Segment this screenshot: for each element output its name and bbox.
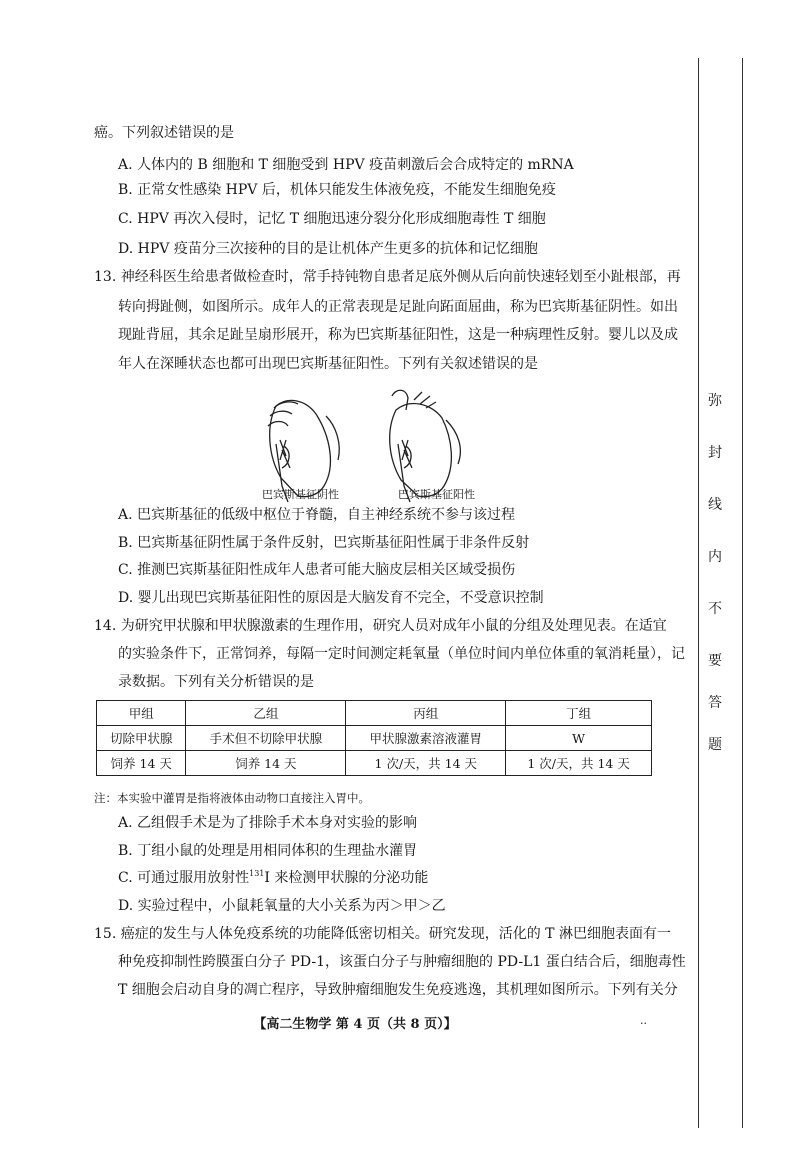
- table-cell: W: [506, 726, 652, 751]
- q13-line-1: 13. 神经科医生给患者做检查时，常手持钝物自患者足底外侧从后向前快速轻划至小趾根部，再: [94, 269, 681, 285]
- table-cell: 1 次/天，共 14 天: [346, 751, 506, 776]
- table-cell: 乙组: [186, 701, 346, 726]
- q13-option-a: A. 巴宾斯基征的低级中枢位于脊髓，自主神经系统不参与该过程: [118, 507, 516, 523]
- caption-positive: 巴宾斯基征阳性: [398, 488, 475, 501]
- q14-option-a: A. 乙组假手术是为了排除手术本身对实验的影响: [118, 815, 418, 831]
- seal-char: 答: [708, 695, 722, 711]
- q13-line-4: 年人在深睡状态也都可出现巴宾斯基征阳性。下列有关叙述错误的是: [118, 356, 538, 372]
- seal-char: 内: [708, 549, 722, 565]
- q12-option-a: A. 人体内的 B 细胞和 T 细胞受到 HPV 疫苗刺激后会合成特定的 mRNA: [118, 157, 574, 173]
- binding-line-right: [742, 58, 743, 1128]
- table-cell: 丁组: [506, 701, 652, 726]
- seal-char: 不: [708, 601, 722, 617]
- page-footer: 【高二生物学 第 4 页（共 8 页）】: [253, 1017, 457, 1032]
- table-row: [97, 726, 652, 751]
- q14-option-d: D. 实验过程中，小鼠耗氧量的大小关系为丙＞甲＞乙: [118, 898, 446, 914]
- q13-line-3: 现趾背屈，其余足趾呈扇形展开，称为巴宾斯基征阳性，这是一种病理性反射。婴儿以及成: [118, 327, 678, 343]
- footer-dots: ..: [640, 1014, 647, 1027]
- q12-option-c: C. HPV 再次入侵时，记忆 T 细胞迅速分裂分化形成细胞毒性 T 细胞: [118, 211, 546, 227]
- grouping-table: [96, 700, 652, 776]
- table-row: [97, 751, 652, 776]
- q15-line-3: T 细胞会启动自身的凋亡程序，导致肿瘤细胞发生免疫逃逸，其机理如图所示。下列有关分: [118, 982, 678, 998]
- binding-line-left: [698, 58, 699, 1128]
- q12-option-d: D. HPV 疫苗分三次接种的目的是让机体产生更多的抗体和记忆细胞: [118, 241, 538, 257]
- table-cell: 甲组: [97, 701, 186, 726]
- q14-option-c-pre: C. 可通过服用放射性: [118, 870, 250, 886]
- q15-line-1: 15. 癌症的发生与人体免疫系统的功能降低密切相关。研究发现，活化的 T 淋巴细胞表面有一: [94, 926, 671, 942]
- table-cell: 切除甲状腺: [97, 726, 186, 751]
- q14-option-b: B. 丁组小鼠的处理是用相同体积的生理盐水灌胃: [118, 843, 418, 859]
- q14-line-2: 的实验条件下，正常饲养，每隔一定时间测定耗氧量（单位时间内单位体重的氧消耗量），记: [118, 646, 685, 662]
- table-cell: 饲养 14 天: [97, 751, 186, 776]
- q13-option-d: D. 婴儿出现巴宾斯基征阳性的原因是大脑发育不完全，不受意识控制: [118, 590, 544, 606]
- seal-char: 线: [708, 497, 722, 513]
- q13-option-c: C. 推测巴宾斯基征阳性成年人患者可能大脑皮层相关区域受损伤: [118, 562, 516, 578]
- q14-option-c-post: I 来检测甲状腺的分泌功能: [264, 870, 429, 886]
- q13-option-b: B. 巴宾斯基征阴性属于条件反射，巴宾斯基征阳性属于非条件反射: [118, 535, 530, 551]
- table-cell: 手术但不切除甲状腺: [186, 726, 346, 751]
- table-cell: 丙组: [346, 701, 506, 726]
- seal-char: 封: [708, 445, 722, 461]
- q15-line-2: 种免疫抑制性跨膜蛋白分子 PD-1，该蛋白分子与肿瘤细胞的 PD-L1 蛋白结合后，细胞毒性: [118, 954, 686, 970]
- q12-stem-tail: 癌。下列叙述错误的是: [94, 125, 234, 141]
- table-cell: 饲养 14 天: [186, 751, 346, 776]
- seal-char: 要: [708, 653, 722, 669]
- q14-line-1: 14. 为研究甲状腺和甲状腺激素的生理作用，研究人员对成年小鼠的分组及处理见表。在适宜: [94, 618, 667, 634]
- q14-line-3: 录数据。下列有关分析错误的是: [118, 674, 314, 690]
- q12-option-b: B. 正常女性感染 HPV 后，机体只能发生体液免疫，不能发生细胞免疫: [118, 182, 556, 198]
- seal-char: 题: [708, 737, 722, 753]
- q13-line-2: 转向拇趾侧，如图所示。成年人的正常表现是足趾向跖面屈曲，称为巴宾斯基征阴性。如出: [118, 299, 678, 315]
- q14-option-c: [118, 869, 428, 887]
- caption-negative: 巴宾斯基征阴性: [262, 488, 339, 501]
- seal-char: 弥: [708, 393, 722, 409]
- table-header-row: [97, 701, 652, 726]
- table-note: 注：本实验中灌胃是指将液体由动物口直接注入胃中。: [94, 791, 370, 805]
- isotope-mass-number: 131: [249, 869, 265, 878]
- table-cell: 1 次/天，共 14 天: [506, 751, 652, 776]
- table-cell: 甲状腺激素溶液灌胃: [346, 726, 506, 751]
